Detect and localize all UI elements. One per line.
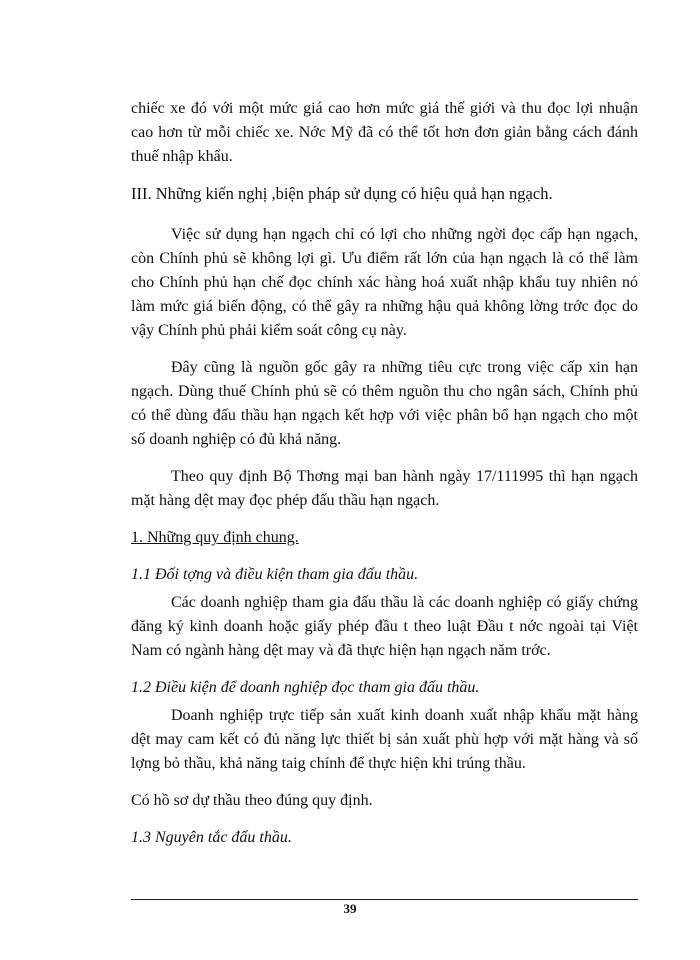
paragraph-regulation: Theo quy định Bộ Thơng mại ban hành ngày 17/111995 thì hạn ngạch mặt hàng dệt may đọc phép đấu thầu hạn ngạch. (131, 468, 638, 509)
paragraph-participants: Các doanh nghiệp tham gia đấu thầu là các doanh nghiệp có giấy chứng đăng ký kinh doanh hoặc giấy phép đầu t theo luật Đầu t nớc ngoài tại Việt Nam có ngành hàng dệt may và đã thực hiện hạn ngạch năm trớc. (131, 594, 638, 659)
paragraph-quota-use: Việc sử dụng hạn ngạch chỉ có lợi cho những ngời đọc cấp hạn ngạch, còn Chính phủ sẽ không lợi gì. Ưu điểm rất lớn của hạn ngạch là có thể làm cho Chính phủ hạn chế đọc chính xác hàng hoá xuất nhập khẩu tuy nhiên nó làm mức giá biến động, có thể gây ra những hậu quả không lờng trớc đọc do vậy Chính phủ phải kiểm soát công cụ này. (131, 226, 638, 339)
subsection-heading-1-1: 1.1 Đối tợng và điều kiện tham gia đấu thầu. (131, 566, 419, 583)
paragraph-negative-effects: Đây cũng là nguồn gốc gây ra những tiêu cực trong việc cấp xin hạn ngạch. Dùng thuế Chính phủ sẽ có thêm nguồn thu cho ngân sách, Chính phủ có thể dùng đấu thầu hạn ngạch kết hợp với việc phân bổ hạn ngạch cho một số doanh nghiệp có đủ khả năng. (131, 359, 638, 448)
page-body (131, 97, 638, 854)
page-number: 39 (343, 901, 357, 916)
paragraph-conditions: Doanh nghiệp trực tiếp sản xuất kinh doanh xuất nhập khẩu mặt hàng dệt may cam kết có đủ năng lực thiết bị sản xuất phù hợp với mặt hàng và số lợng bỏ thầu, khả năng taig chính để thực hiện khi trúng thầu. (131, 707, 638, 772)
subsection-heading-1-2: 1.2 Điều kiện để doanh nghiệp đọc tham gia đấu thầu. (131, 679, 480, 696)
paragraph-continuation: chiếc xe đó với một mức giá cao hơn mức giá thế giới và thu đọc lợi nhuận cao hơn từ mỗi chiếc xe. Nớc Mỹ đã có thể tốt hơn đơn giản bằng cách đánh thuế nhập khẩu. (131, 100, 638, 165)
subsection-heading-general-rules: 1. Những quy định chung. (131, 529, 299, 546)
footer-divider (131, 899, 638, 900)
subsection-heading-1-3: 1.3 Nguyên tắc đấu thầu. (131, 829, 292, 846)
paragraph-dossier: Có hồ sơ dự thầu theo đúng quy định. (131, 792, 373, 809)
section-heading-iii: III. Những kiến nghị ,biện pháp sử dụng có hiệu quả hạn ngạch. (131, 184, 553, 203)
